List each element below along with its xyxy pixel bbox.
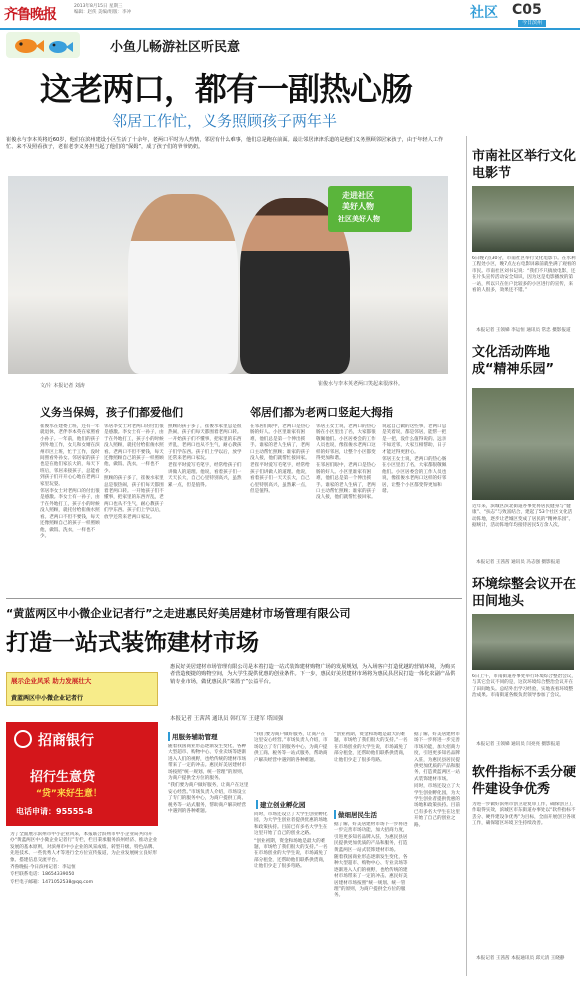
sidebar-text-2: 近年来，滨城区滨北街道办事处将居民健身与“健康”、“扶志”与致富结合，建起了53个社区文化活动阵地，逐步让老城区变成了居民的“精神乐园”。据统计，活动阵地年均接待居民5万余人次。 <box>472 504 574 529</box>
body-column-6: 说起自己做的这些事，老两口总是笑着说，都是邻居，能帮一把是一把，没什么值得说的。远亲不如近邻，大家互相帮助，日子才能过得更舒心。 邻居王女士说，老两口的热心肠在小区里出了名，大家都很敬佩他们。小区居委会的工作人员也说，像崔俊水老两口这样的好邻居，让整个小区都变得更加和谐。 <box>382 424 447 495</box>
feature-column-4: 据了解，好美居建材市场下一步将进一步完善市场功能，加大招商力度，引进更多知名品牌入驻，为惠民县居民提供更加优质的产品和服务，打造黄蓝两区一站式装饰建材市场。 同时，市场还设立了大学生创业孵化园，为大学生创业者提供优惠的场地和政策扶持。目前已有多名大学生在这里开始了自己的创业之路。 <box>414 732 460 828</box>
sidebar-head-3: 环境综整会议开在田间地头 <box>472 577 577 609</box>
sidebar-photo-3 <box>472 614 574 670</box>
photo-caption: 崔俊水与李本英老两口笑起来很淳朴。 <box>318 381 404 387</box>
feature-byline: 本报记者 王茜茜 通讯员 韩红军 王建军 塔国强 <box>170 716 284 722</box>
subtitle-1: 义务当保姆，孩子们都爱他们 <box>40 406 183 419</box>
feature-column-2b: 同时，市场还设立了大学生创业孵化园，为大学生创业者提供优惠的场地和政策扶持。目前已有多名大学生在这里开始了自己的创业之路。 “创业初期，资金和场地是最大的难题，市场给了我们很大的支持。”一名在市场创业的大学生说，市场减免了部分租金，还帮助他们联系供货商，让他们少走了很多弯路。 <box>254 812 328 870</box>
box-head-2: 建立创业孵化园 <box>256 800 306 809</box>
man-figure <box>128 194 238 374</box>
column-banner-ad <box>6 672 158 706</box>
sidebar-text-4: 为进一步做好滨州市创卫迎复审工作，确保创卫工作取得实效，滨城区市东街道办事处以“软件指标不丢分、硬件建设争优秀”为目标，全面开展创卫各项工作，确保辖区环境卫生持续改善。 <box>472 802 576 827</box>
badge-title: 走进社区 美好人物 <box>342 191 374 211</box>
header-info <box>74 4 194 16</box>
lead-paragraph: 崔俊水与李本英将近60岁，他们在滨州建设小区生活了十余年，老两口平时为人热情，邻居有什么难事，他们总是跑在前面。最让邻居津津乐道的是他们义务照顾邻居家孩子，由于年轻人工作忙、来不及照看孩子，老崔老李义务担当起了他们的“保姆”，成了孩子们的爷爷奶奶。 <box>6 137 444 151</box>
sidebar-divider <box>466 136 467 976</box>
section-subtitle: 今日滨州 <box>518 20 546 27</box>
feature-column-3b: 据了解，好美居建材市场下一步将进一步完善市场功能，加大招商力度，引进更多知名品牌入驻，为惠民县居民提供更加优质的产品和服务，打造黄蓝两区一站式装饰建材市场。 随着我国商业形态逐渐发生变化，各种大型超市、购物中心、专业卖场等逐渐进入人们的视野，也给传统的建材市场带来了一定的冲击。惠民好美居建材市场按照“统一规划、统一管理”的原则，为商户提供全方位的服务。 <box>334 822 408 899</box>
sidebar-head-2: 文化活动阵地成“精神乐园” <box>472 345 555 377</box>
subtitle-2: 邻居们都为老两口竖起大拇指 <box>250 406 393 419</box>
bank-name: 招商银行 <box>38 733 94 749</box>
banner-line-2: 黄蓝两区中小微企业记者行 <box>11 695 84 702</box>
community-badge <box>328 186 412 232</box>
sidebar-text-1: 6日晚7点30分，市南社区举行文化电影节。在水利工程处小区，晚7点左右电影屏幕前就坐满了观看的市民。市南社区刘书记说：“我们不只搞放电影，还在片头宣传活动安全知识，因为这是电影播放的第一站，所以只在住户比较多的小区进行的宣传，来看的人很多，效果还不错。” <box>472 256 576 294</box>
box-head-3: 做细居民生活 <box>334 810 377 819</box>
feature-column-2a: “我们要为商户做好服务，让商户在这里安心经营。”市场负责人介绍，市场设立了专门的服务中心，为商户提供工商、税务等一站式服务，帮助商户解决经营中遇到的各种难题。 <box>254 732 328 763</box>
feature-column-1: 随着我国商业形态逐渐发生变化，各种大型超市、购物中心、专业卖场等逐渐进入人们的视野，也给传统的建材市场带来了一定的冲击。惠民好美居建材市场按照“统一规划、统一管理”的原则，为商户提供全方位的服务。 “我们要为商户做好服务，让商户在这里安心经营。”市场负责人介绍，市场设立了专门的服务中心，为商户提供工商、税务等一站式服务，帮助商户解决经营中遇到的各种难题。 <box>168 744 249 815</box>
section-box <box>470 2 576 28</box>
sidebar-credit-1: 本报记者 王领娣 李运恒 通讯员 常忠 摄影报道 <box>476 328 571 333</box>
bank-logo-icon <box>14 730 32 748</box>
feature-strap: “黄蓝两区中小微企业记者行”之走进惠民好美居建材市场管理有限公司 <box>6 607 351 620</box>
sidebar-photo-1 <box>472 186 574 252</box>
header-date: 2013年8月15日 星期三 <box>74 4 123 9</box>
page-header <box>0 0 580 30</box>
body-column-3: 照顾的孩子多了，崔俊水家里总是很热闹，孩子们每天都围着老两口转。一开始孩子们不懂事，把家里的东西弄乱，老两口也从不生气，耐心教孩子们学东西。孩子们上学以后，放学还常来老两口家玩。 老崔平时爱写毛笔字，经常给孩子们讲做人的道理。他说，看着孩子们一天天长大，自己心里特别高兴，虽然累一点，但是值得。 <box>168 424 242 488</box>
bank-phone: 电话申请：95555-8 <box>16 807 93 816</box>
bank-slogan-2: “贷”来好生意！ <box>36 789 102 799</box>
feature-intro: 惠民好美居建材市场管理有限公司是本着打造一站式装饰建材购物广场的发展规划，为入场客户打造优越的营销环境，为购买者营造便捷的购物空间，为大学生提供优惠的创业条件。下一步，惠民好美居建材市场将为惠民县居民打造一体化农副产品供销专业市场，做优惠民县“菜篮子”公益平台。 <box>170 664 456 685</box>
column-title: 小鱼儿畅游社区听民意 <box>110 40 241 55</box>
fish-mascot-banner <box>6 32 80 58</box>
sidebar-head-4: 软件指标不丢分硬件建设争优秀 <box>472 765 577 797</box>
bank-slogan: 招行生意贷 <box>30 770 96 785</box>
feature-column-3a: “创业初期，资金和场地是最大的难题，市场给了我们很大的支持。”一名在市场创业的大学生说，市场减免了部分租金，还帮助他们联系供货商，让他们少走了很多弯路。 <box>334 732 408 763</box>
header-editor: 编辑：赵侠 美编/组版：李冲 <box>74 10 131 15</box>
page-number: C05 <box>512 2 542 18</box>
photo-credit: 文/片 本报记者 刘涛 <box>40 383 85 389</box>
badge-subtitle: 社区美好人物 <box>338 215 380 223</box>
section-name: 社区 <box>470 5 498 21</box>
banner-line-1: 展示企业风采 助力发展壮大 <box>11 677 92 685</box>
sidebar-photo-2 <box>472 388 574 500</box>
body-column-5: 邻居王女士说，老两口的热心肠在小区里出了名，大家都很敬佩他们。小区居委会的工作人员也说，像崔俊水老两口这样的好邻居，让整个小区都变得更加和谐。 在邻居们眼中，老两口是热心肠的好人。小区里谁家有困难，他们总是第一个伸出援手。谁家的老人生病了，老两口主动帮忙照顾；谁家的孩子没人接，他们就帮忙接回家。 <box>316 424 376 501</box>
sidebar-text-3: 6日上午，市南街道办事处举行环境综合整治会议，与其它会议不同的是，这次环境综合整治会议开在了田间地头。总结外出学习经验，实地查看环境整治成果。市南街道各级负责领导参加了会议。 <box>472 674 576 699</box>
sidebar-head-1: 市南社区举行文化电影节 <box>472 149 577 181</box>
bank-ad <box>6 722 158 826</box>
body-column-4: 在邻居们眼中，老两口是热心肠的好人。小区里谁家有困难，他们总是第一个伸出援手。谁家的老人生病了，老两口主动帮忙照顾；谁家的孩子没人接，他们就帮忙接回家。 老崔平时爱写毛笔字，经常给孩子们讲做人的道理。他说，看着孩子们一天天长大，自己心里特别高兴，虽然累一点，但是值得。 <box>250 424 310 495</box>
main-subhead: 邻居工作忙，义务照顾孩子两年半 <box>112 112 338 130</box>
sidebar-credit-2: 本报记者 王茜茜 通讯员 冯志强 摄影报道 <box>476 560 560 565</box>
body-column-2: 邻居李女士对老两口的付出很是感激。李女士有一孙子，由于在外地打工，孩子小的时候没人照顾，就托付给崔俊水照看。老两口不但不要钱，每天还像照顾自己的孩子一样照顾他，做饭、洗衣，一样也不少。 照顾的孩子多了，崔俊水家里总是很热闹，孩子们每天都围着老两口转。一开始孩子们不懂事，把家里的东西弄乱，老两口也从不生气，耐心教孩子们学东西。孩子们上学以后，放学还常来老两口家玩。 <box>104 424 164 520</box>
feature-headline: 打造一站式装饰建材市场 <box>6 630 259 656</box>
box-head-1: 用服务辅助管理 <box>168 732 218 741</box>
body-column-1: 崔俊水在建委上班，还有一年就退休，老伴李本英在家照看小孙子。一年前，他们的孩子到外地工作，女儿和女婿在滨州市区上班，忙于工作，没时间照看外孙女。邻居家的孩子也是在他们家长大的，每天下班后，邻居来接孩子，总能看到孩子们开开心心地在老两口家里玩耍。 邻居李女士对老两口的付出很是感激。李女士有一孙子，由于在外地打工，孩子小的时候没人照顾，就托付给崔俊水照看。老两口不但不要钱，每天还像照顾自己的孩子一样照顾他，做饭、洗衣，一样也不少。 <box>40 424 100 539</box>
column-notice: 为了全面展示滨州市中小企业风采，本报联合滨州市中小企业局共同开办“黄蓝两区中小微企业记者行”专栏，栏目秉承服务滨州经济、推动企业发展的基本原则，对滨州市中小企业的风采成绩、转型升级、特色品牌、先进技术、一些优秀人才等进行全方位宣传报道，为企业发展树立良好形象、搭建信息交流平台。 齐鲁晚报·今日滨州记者：李运恒 专栏联系电话：18654339050 专栏电子邮箱：1471052538@qq.com <box>10 832 158 885</box>
sidebar-credit-3: 本报记者 王领娣 通讯员 闫亮亮 摄影报道 <box>476 742 560 747</box>
sidebar-credit-4: 本报记者 王茜茜 本报通讯员 邱元清 王晓静 <box>476 956 565 961</box>
fish-icon <box>6 32 80 58</box>
main-headline: 这老两口，都有一副热心肠 <box>40 70 413 108</box>
newspaper-logo: 齐鲁晚报 <box>4 7 56 23</box>
divider-rule <box>6 598 462 599</box>
couple-photo <box>8 176 448 374</box>
